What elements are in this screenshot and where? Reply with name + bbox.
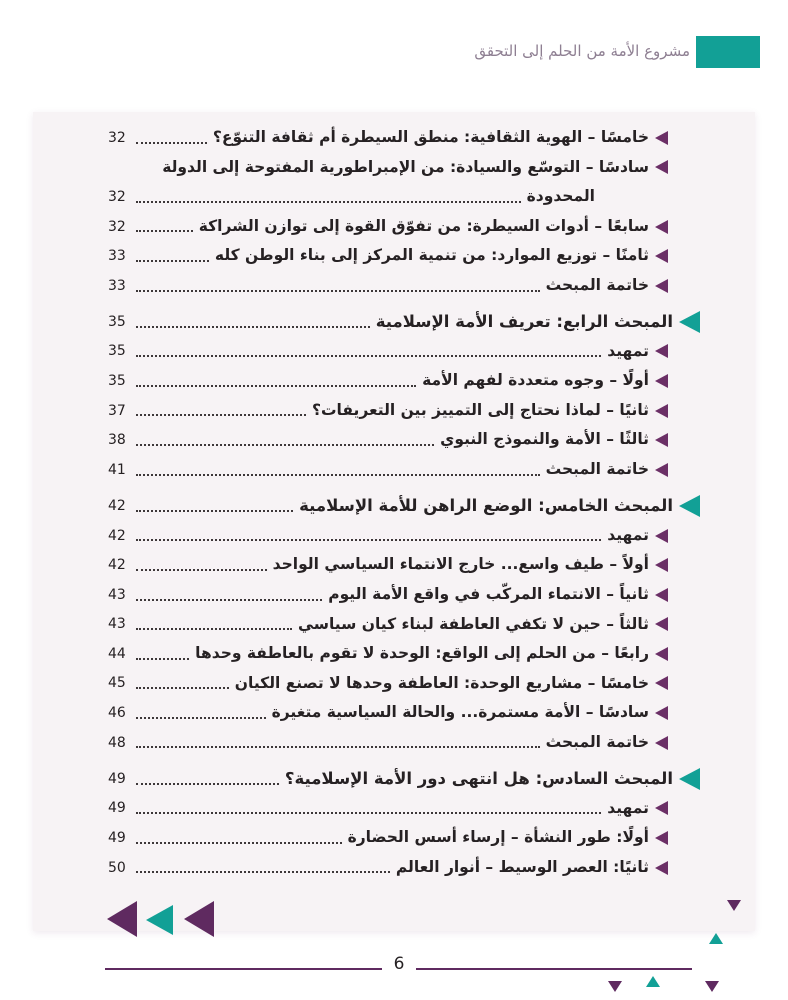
toc-entry-title: المبحث السادس: هل انتهى دور الأمة الإسلامية؟ [284,768,673,788]
toc-item-entry [33,212,755,242]
item-bullet-triangle-icon [655,404,668,418]
page-number: 6 [393,954,405,974]
item-bullet-triangle-icon [655,801,668,815]
toc-entry-title: خاتمة المبحث [545,460,649,479]
toc-page-number: 32 [108,218,126,235]
toc-section-entry [33,764,755,794]
toc-section-entry [33,307,755,337]
toc-entry-title: تمهيد [607,798,649,817]
toc-page-number: 49 [108,770,126,787]
item-bullet-triangle-icon [655,374,668,388]
item-bullet-triangle-icon [655,249,668,263]
toc-page-number: 33 [108,248,126,265]
toc-item-entry [33,698,755,728]
toc-entry-title: ثالثاً – حين لا تكفي العاطفة لبناء كيان سياسي [298,614,649,633]
toc-page-number: 38 [108,432,126,449]
toc-item-entry [33,241,755,271]
dotted-leader [136,871,390,873]
footer-rule-right [416,968,692,970]
toc-item-entry [33,425,755,455]
toc-item-entry [33,823,755,853]
dotted-leader [136,142,207,144]
toc-entry-title: أولًا: طور النشأة – إرساء أسس الحضارة [347,828,649,847]
toc-entry-title: ثالثًا – الأمة والنموذج النبوي [440,430,649,449]
toc-section-entry [33,491,755,521]
dotted-leader [136,444,434,446]
dotted-leader [136,510,293,512]
toc-item-entry [33,123,755,153]
item-bullet-triangle-icon [655,220,668,234]
dotted-leader [136,687,229,689]
toc-entry-title: أولًا – وجوه متعددة لفهم الأمة [422,371,649,390]
toc-entry-title: سابعًا – أدوات السيطرة: من تفوّق القوة إلى توازن الشراكة [198,216,649,235]
item-bullet-triangle-icon [655,736,668,750]
toc-page-number: 35 [108,313,126,330]
toc-entry-title: خاتمة المبحث [545,732,649,751]
toc-entry-title: سادسًا – الأمة مستمرة... والحالة السياسية متغيرة [271,703,649,722]
toc-entry-title: خامسًا – الهوية الثقافية: منطق السيطرة أم ثقافة التنوّع؟ [212,128,649,147]
decor-left-triangle-teal-icon [146,905,173,935]
decor-down-triangle-purple-icon [608,981,622,992]
toc-item-entry [33,728,755,758]
toc-page-number: 32 [108,188,126,205]
decor-down-triangle-purple-icon [727,900,741,911]
dotted-leader [136,569,267,571]
dotted-leader [136,414,306,416]
dotted-leader [136,842,342,844]
toc-item-entry [33,610,755,640]
decor-down-triangle-purple-icon [705,981,719,992]
item-bullet-triangle-icon [655,647,668,661]
toc-page-number: 42 [108,557,126,574]
item-bullet-triangle-icon [655,861,668,875]
item-bullet-triangle-icon [655,831,668,845]
running-head-title: مشروع الأمة من الحلم إلى التحقق [474,42,690,60]
toc-page-number: 49 [108,829,126,846]
dotted-leader [136,260,209,262]
item-bullet-triangle-icon [655,433,668,447]
dotted-leader [136,658,189,660]
toc-item-entry [33,853,755,883]
toc-page-number: 35 [108,343,126,360]
footer-rule-left [105,968,382,970]
section-bullet-triangle-icon [679,311,700,333]
dotted-leader [136,539,601,541]
toc-item-entry [33,580,755,610]
toc-entry-title: أولاً – طيف واسع... خارج الانتماء السياسي الواحد [272,555,649,574]
toc-entry-title: رابعًا – من الحلم إلى الواقع: الوحدة لا تقوم بالعاطفة وحدها [195,644,649,663]
dotted-leader [136,385,416,387]
dotted-leader [136,230,193,232]
toc-entry-title: خاتمة المبحث [545,276,649,295]
toc-entry-title: تمهيد [607,341,649,360]
dotted-leader [136,812,601,814]
toc-item-entry-continuation [33,182,755,212]
toc-entry-title: ثانياً – الانتماء المركّب في واقع الأمة اليوم [328,584,649,603]
toc-entry-title: المبحث الخامس: الوضع الراهن للأمة الإسلامية [299,495,673,515]
dotted-leader [136,599,322,601]
dotted-leader [136,746,540,748]
decor-left-triangle-purple-icon [184,901,214,937]
item-bullet-triangle-icon [655,529,668,543]
content-card [33,112,755,931]
section-bullet-triangle-icon [679,768,700,790]
toc-page-number: 42 [108,527,126,544]
dotted-leader [136,326,370,328]
toc-entry-title: سادسًا – التوسّع والسيادة: من الإمبراطورية المفتوحة إلى الدولة [162,157,649,176]
toc-page-number: 35 [108,373,126,390]
dotted-leader [136,628,292,630]
toc-item-entry [33,669,755,699]
item-bullet-triangle-icon [655,588,668,602]
toc-entry-title: خامسًا – مشاريع الوحدة: العاطفة وحدها لا تصنع الكيان [234,673,649,692]
toc-item-entry [33,396,755,426]
toc-entry-title: المبحث الرابع: تعريف الأمة الإسلامية [375,311,673,331]
dotted-leader [136,783,279,785]
decor-up-triangle-teal-icon [709,933,723,944]
toc-item-entry [33,153,755,183]
toc-page-number: 33 [108,277,126,294]
toc-item-entry [33,455,755,485]
toc-page-number: 45 [108,675,126,692]
toc-list [33,112,755,931]
dotted-leader [136,290,540,292]
toc-entry-title: ثانيًا: العصر الوسيط – أنوار العالم [395,857,649,876]
item-bullet-triangle-icon [655,344,668,358]
item-bullet-triangle-icon [655,706,668,720]
toc-page-number: 43 [108,616,126,633]
toc-entry-title: ثامنًا – توزيع الموارد: من تنمية المركز إلى بناء الوطن كله [214,246,649,265]
toc-item-entry [33,794,755,824]
dotted-leader [136,355,601,357]
item-bullet-triangle-icon [655,131,668,145]
decor-up-triangle-teal-icon [646,976,660,987]
dotted-leader [136,474,540,476]
toc-item-entry [33,639,755,669]
toc-item-entry [33,271,755,301]
toc-page-number: 32 [108,129,126,146]
item-bullet-triangle-icon [655,463,668,477]
toc-page-number: 50 [108,859,126,876]
item-bullet-triangle-icon [655,279,668,293]
dotted-leader [136,201,521,203]
dotted-leader [136,717,266,719]
toc-page-number: 43 [108,586,126,603]
toc-item-entry [33,366,755,396]
toc-item-entry [33,550,755,580]
item-bullet-triangle-icon [655,617,668,631]
toc-item-entry [33,521,755,551]
toc-page-number: 44 [108,645,126,662]
toc-page-number: 46 [108,705,126,722]
toc-page-number: 49 [108,800,126,817]
toc-entry-title-continued: المحدودة [526,187,595,206]
toc-item-entry [33,337,755,367]
item-bullet-triangle-icon [655,160,668,174]
toc-entry-title: تمهيد [607,525,649,544]
toc-page-number: 41 [108,461,126,478]
toc-page-number: 37 [108,402,126,419]
header-accent-block [696,36,760,68]
decor-left-triangle-purple-icon [107,901,137,937]
toc-page-number: 42 [108,497,126,514]
section-bullet-triangle-icon [679,495,700,517]
item-bullet-triangle-icon [655,676,668,690]
item-bullet-triangle-icon [655,558,668,572]
toc-entry-title: ثانيًا – لماذا نحتاج إلى التمييز بين التعريفات؟ [311,400,649,419]
toc-page-number: 48 [108,734,126,751]
